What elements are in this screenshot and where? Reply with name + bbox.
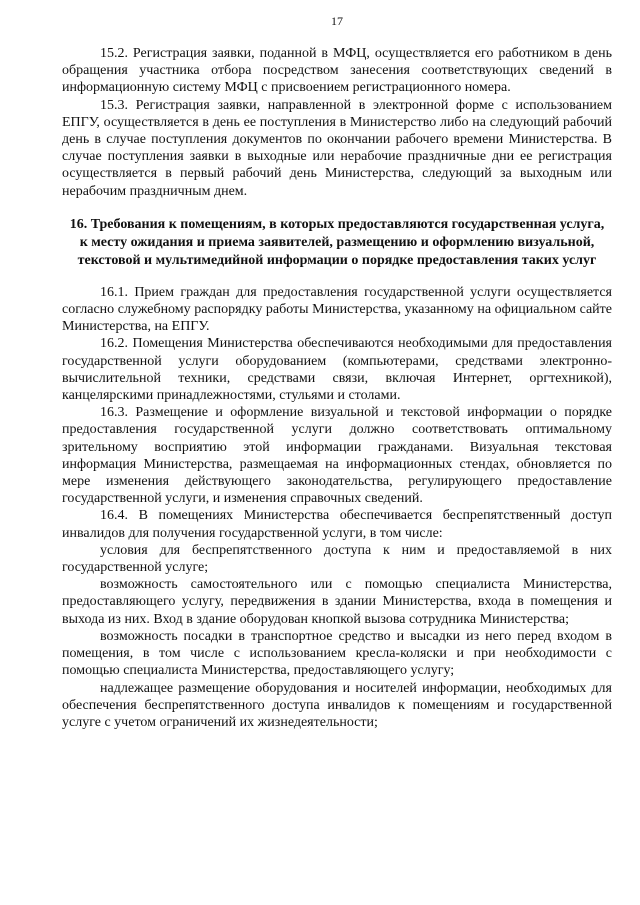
paragraph-15-2: 15.2. Регистрация заявки, поданной в МФЦ, осуществляется его работником в день обращения участника отбора посредством занесения соответствующих сведений в информационную систему МФЦ с присвоением регистрационного номера. <box>62 46 612 96</box>
page-number: 17 <box>331 14 343 28</box>
paragraph-16-2: 16.2. Помещения Министерства обеспечиваются необходимыми для предоставления государственной услуги оборудованием (компьютерами, средствами электронно-вычислительной техники, средствами связи, включая Интернет, оргтехникой), канцелярскими принадлежностями, стульями и столами. <box>62 336 612 404</box>
section-heading: 16. Требования к помещениям, в которых предоставляются государственная услуга, к месту ожидания и приема заявителей, размещению и оформлению визуальной, текстовой и мультимедийной информации о порядке предоставления таких услуг <box>69 216 605 268</box>
paragraph-16-3: 16.3. Размещение и оформление визуальной и текстовой информации о порядке предоставления государственной услуги должно соответствовать оптимальному зрительному восприятию этой информации гражданами. Визуальная текстовая информация Министерства, размещаемая на информационных стендах, обновляется по мере изменения действующего законодательства, регулирующего предоставление государственной услуги, и изменения справочных сведений. <box>62 405 612 507</box>
paragraph-15-3: 15.3. Регистрация заявки, направленной в электронной форме с использованием ЕПГУ, осуществляется в день ее поступления в Министерство либо на следующий рабочий день в случае поступления документов по окончании рабочего времени Министерства. В случае поступления заявки в выходные или нерабочие праздничные дни ее регистрация осуществляется в первый рабочий день Министерства, следующий за выходным или нерабочим праздничным днем. <box>62 97 612 199</box>
list-item-access-conditions: условия для беспрепятственного доступа к ним и предоставляемой в них государственной услуге; <box>62 542 612 576</box>
list-item-movement: возможность самостоятельного или с помощью специалиста Министерства, предоставляющего услугу, передвижения в здании Министерства, входа в помещения и выхода из них. Вход в здание оборудован кнопкой вызова сотрудника Министерства; <box>62 577 612 627</box>
paragraph-16-1: 16.1. Прием граждан для предоставления государственной услуги осуществляется согласно служебному распорядку работы Министерства, указанному на официальном сайте Министерства, на ЕПГУ. <box>62 284 612 335</box>
paragraph-16-4: 16.4. В помещениях Министерства обеспечивается беспрепятственный доступ инвалидов для получения государственной услуги, в том числе: <box>62 508 612 541</box>
list-item-equipment: надлежащее размещение оборудования и носителей информации, необходимых для обеспечения беспрепятственного доступа инвалидов к помещениям и государственной услуге с учетом ограничений их жизнедеятельности; <box>62 680 612 730</box>
list-item-transport: возможность посадки в транспортное средство и высадки из него перед входом в помещения, в том числе с использованием кресла-коляски и при необходимости с помощью специалиста Министерства, предоставляющего услугу; <box>62 628 612 679</box>
